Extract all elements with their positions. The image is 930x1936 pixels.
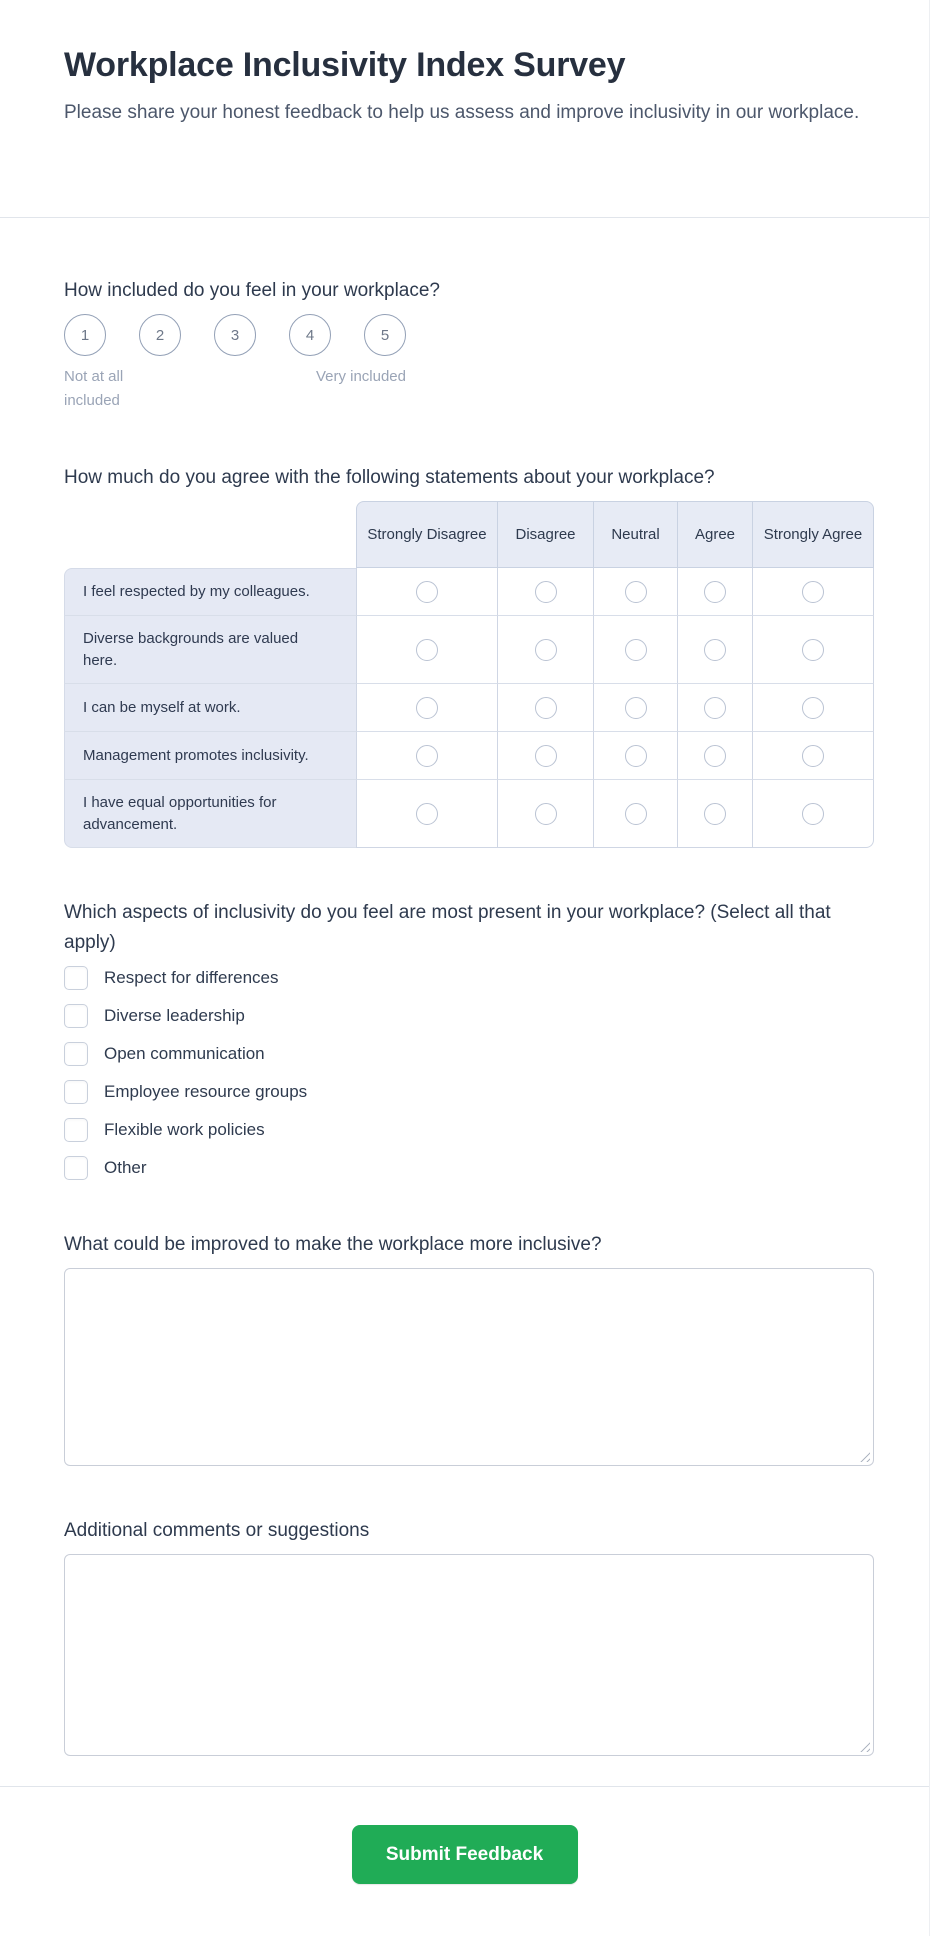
rating-question-label: How included do you feel in your workplace? <box>64 280 440 301</box>
matrix-table <box>64 501 874 848</box>
matrix-column-header-2: Disagree <box>498 501 594 568</box>
matrix-radio-r4c5[interactable] <box>802 745 824 767</box>
matrix-row-label-2: Diverse backgrounds are valued here. <box>64 616 356 684</box>
matrix-question-section <box>64 463 873 848</box>
rating-option-1-label: 1 <box>80 326 90 344</box>
matrix-radio-r5c2[interactable] <box>535 803 557 825</box>
matrix-radio-r3c2[interactable] <box>535 697 557 719</box>
matrix-row-label-3: I can be myself at work. <box>64 684 356 732</box>
rating-option-1[interactable] <box>64 314 106 356</box>
matrix-radio-r5c3[interactable] <box>625 803 647 825</box>
checkbox-diverse-leadership[interactable] <box>64 1004 88 1028</box>
matrix-question-label: How much do you agree with the following statements about your workplace? <box>64 467 715 488</box>
matrix-radio-r3c5[interactable] <box>802 697 824 719</box>
matrix-radio-r1c2[interactable] <box>535 581 557 603</box>
rating-max-label: Very included <box>315 368 406 385</box>
matrix-radio-r3c3[interactable] <box>625 697 647 719</box>
form-footer <box>0 1787 929 1936</box>
matrix-column-header-1: Strongly Disagree <box>356 501 498 568</box>
matrix-radio-r4c2[interactable] <box>535 745 557 767</box>
checkbox-label[interactable]: Other <box>104 1158 147 1177</box>
matrix-radio-r5c1[interactable] <box>416 803 438 825</box>
checkbox-label[interactable]: Open communication <box>104 1044 265 1063</box>
comments-question-section <box>64 1516 873 1756</box>
checkbox-open-communication[interactable] <box>64 1042 88 1066</box>
checkbox-option-flexible-work-policies[interactable] <box>64 1118 873 1142</box>
rating-scale <box>64 314 873 356</box>
matrix-radio-r3c1[interactable] <box>416 697 438 719</box>
checkbox-employee-resource-groups[interactable] <box>64 1080 88 1104</box>
checkbox-option-respect-for-differences[interactable] <box>64 966 873 990</box>
checkbox-flexible-work-policies[interactable] <box>64 1118 88 1142</box>
rating-option-3[interactable] <box>214 314 256 356</box>
matrix-radio-r2c1[interactable] <box>416 639 438 661</box>
checkbox-label[interactable]: Diverse leadership <box>104 1006 245 1025</box>
matrix-radio-r3c4[interactable] <box>704 697 726 719</box>
checkbox-respect-for-differences[interactable] <box>64 966 88 990</box>
checkbox-label[interactable]: Respect for differences <box>104 968 279 987</box>
matrix-radio-r1c4[interactable] <box>704 581 726 603</box>
matrix-radio-r2c2[interactable] <box>535 639 557 661</box>
rating-option-5[interactable] <box>364 314 406 356</box>
checkbox-option-diverse-leadership[interactable] <box>64 1004 873 1028</box>
matrix-radio-r1c5[interactable] <box>802 581 824 603</box>
matrix-radio-r5c5[interactable] <box>802 803 824 825</box>
aspects-question-label: Which aspects of inclusivity do you feel are most present in your workplace? (Select all that apply) <box>64 902 831 953</box>
matrix-radio-r4c4[interactable] <box>704 745 726 767</box>
matrix-radio-r1c3[interactable] <box>625 581 647 603</box>
matrix-column-header-5: Strongly Agree <box>753 501 874 568</box>
checkbox-option-other[interactable] <box>64 1156 873 1180</box>
matrix-radio-r2c3[interactable] <box>625 639 647 661</box>
matrix-radio-r4c1[interactable] <box>416 745 438 767</box>
improvement-question-section <box>64 1230 873 1466</box>
rating-option-2[interactable] <box>139 314 181 356</box>
submit-feedback-button[interactable]: Submit Feedback <box>352 1825 578 1884</box>
matrix-corner-cell <box>64 501 356 568</box>
matrix-radio-r5c4[interactable] <box>704 803 726 825</box>
matrix-row-label-1: I feel respected by my colleagues. <box>64 568 356 616</box>
rating-option-4-label: 4 <box>305 326 315 344</box>
comments-question-label: Additional comments or suggestions <box>64 1520 370 1541</box>
improvement-textarea[interactable] <box>64 1268 874 1466</box>
matrix-radio-r2c4[interactable] <box>704 639 726 661</box>
page-subtitle: Please share your honest feedback to help us assess and improve inclusivity in our workplace. <box>64 102 860 123</box>
matrix-row-label-4: Management promotes inclusivity. <box>64 732 356 780</box>
form-header <box>0 0 929 218</box>
page-title: Workplace Inclusivity Index Survey <box>64 46 626 84</box>
matrix-column-header-4: Agree <box>678 501 753 568</box>
rating-min-label: Not at all included <box>64 368 124 409</box>
matrix-row-label-5: I have equal opportunities for advancement. <box>64 780 356 848</box>
improvement-question-label: What could be improved to make the workplace more inclusive? <box>64 1234 602 1255</box>
comments-textarea[interactable] <box>64 1554 874 1756</box>
rating-option-2-label: 2 <box>155 326 165 344</box>
aspects-question-section <box>64 898 873 1180</box>
matrix-radio-r1c1[interactable] <box>416 581 438 603</box>
matrix-radio-r2c5[interactable] <box>802 639 824 661</box>
checkbox-other[interactable] <box>64 1156 88 1180</box>
rating-option-4[interactable] <box>289 314 331 356</box>
checkbox-option-employee-resource-groups[interactable] <box>64 1080 873 1104</box>
checkbox-label[interactable]: Flexible work policies <box>104 1120 265 1139</box>
rating-option-5-label: 5 <box>380 326 390 344</box>
matrix-column-header-3: Neutral <box>594 501 678 568</box>
checkbox-option-open-communication[interactable] <box>64 1042 873 1066</box>
matrix-radio-r4c3[interactable] <box>625 745 647 767</box>
checkbox-label[interactable]: Employee resource groups <box>104 1082 308 1101</box>
rating-question-section <box>64 276 873 413</box>
rating-option-3-label: 3 <box>230 326 240 344</box>
rating-scale-labels <box>64 365 406 413</box>
